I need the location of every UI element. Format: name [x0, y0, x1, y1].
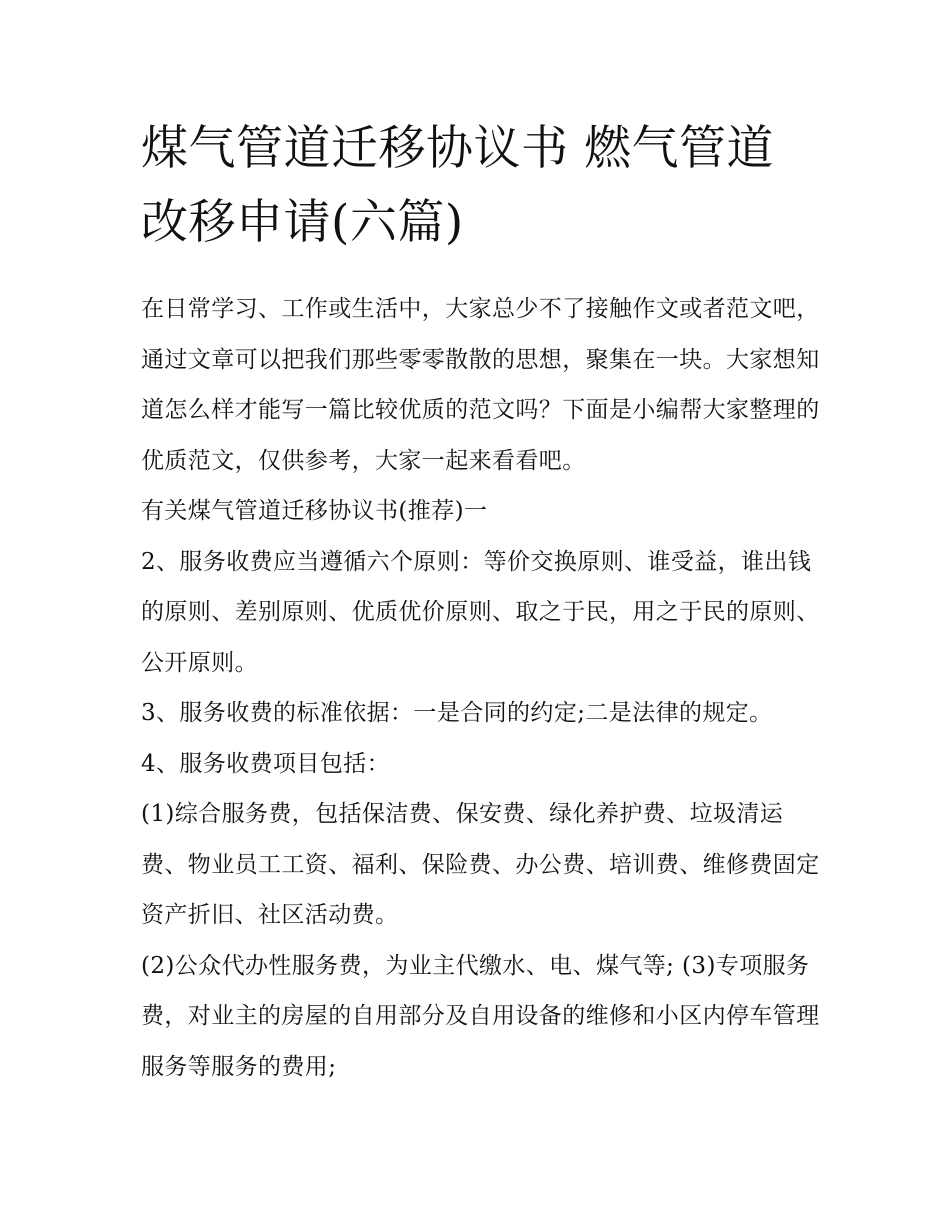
clause-4-paragraph: 4、服务收费项目包括：: [141, 750, 391, 777]
section-heading: 有关煤气管道迁移协议书(推荐)一: [141, 498, 488, 524]
item-2-3-paragraph: (2)公众代办性服务费，为业主代缴水、电、煤气等; (3)专项服务费，对业主的房屋的自用部分及自用设备的维修和小区内停车管理服务等服务的费用;: [141, 952, 820, 1080]
intro-paragraph: 在日常学习、工作或生活中，大家总少不了接触作文或者范文吧，通过文章可以把我们那些零零散散的思想，聚集在一块。大家想知道怎么样才能写一篇比较优质的范文吗？下面是小编帮大家整理的优质范文，仅供参考，大家一起来看看吧。: [141, 296, 820, 474]
document-title: 煤气管道迁移协议书 燃气管道改移申请(六篇): [141, 121, 774, 250]
item-1-paragraph: (1)综合服务费，包括保洁费、保安费、绿化养护费、垃圾清运费、物业员工工资、福利、保险费、办公费、培训费、维修费固定资产折旧、社区活动费。: [141, 801, 820, 928]
clause-2-paragraph: 2、服务收费应当遵循六个原则：等价交换原则、谁受益，谁出钱的原则、差别原则、优质优价原则、取之于民，用之于民的原则、公开原则。: [141, 548, 820, 676]
document-body: [141, 284, 821, 1092]
document-page: [141, 112, 821, 1092]
clause-3-paragraph: 3、服务收费的标准依据：一是合同的约定;二是法律的规定。: [141, 700, 773, 726]
